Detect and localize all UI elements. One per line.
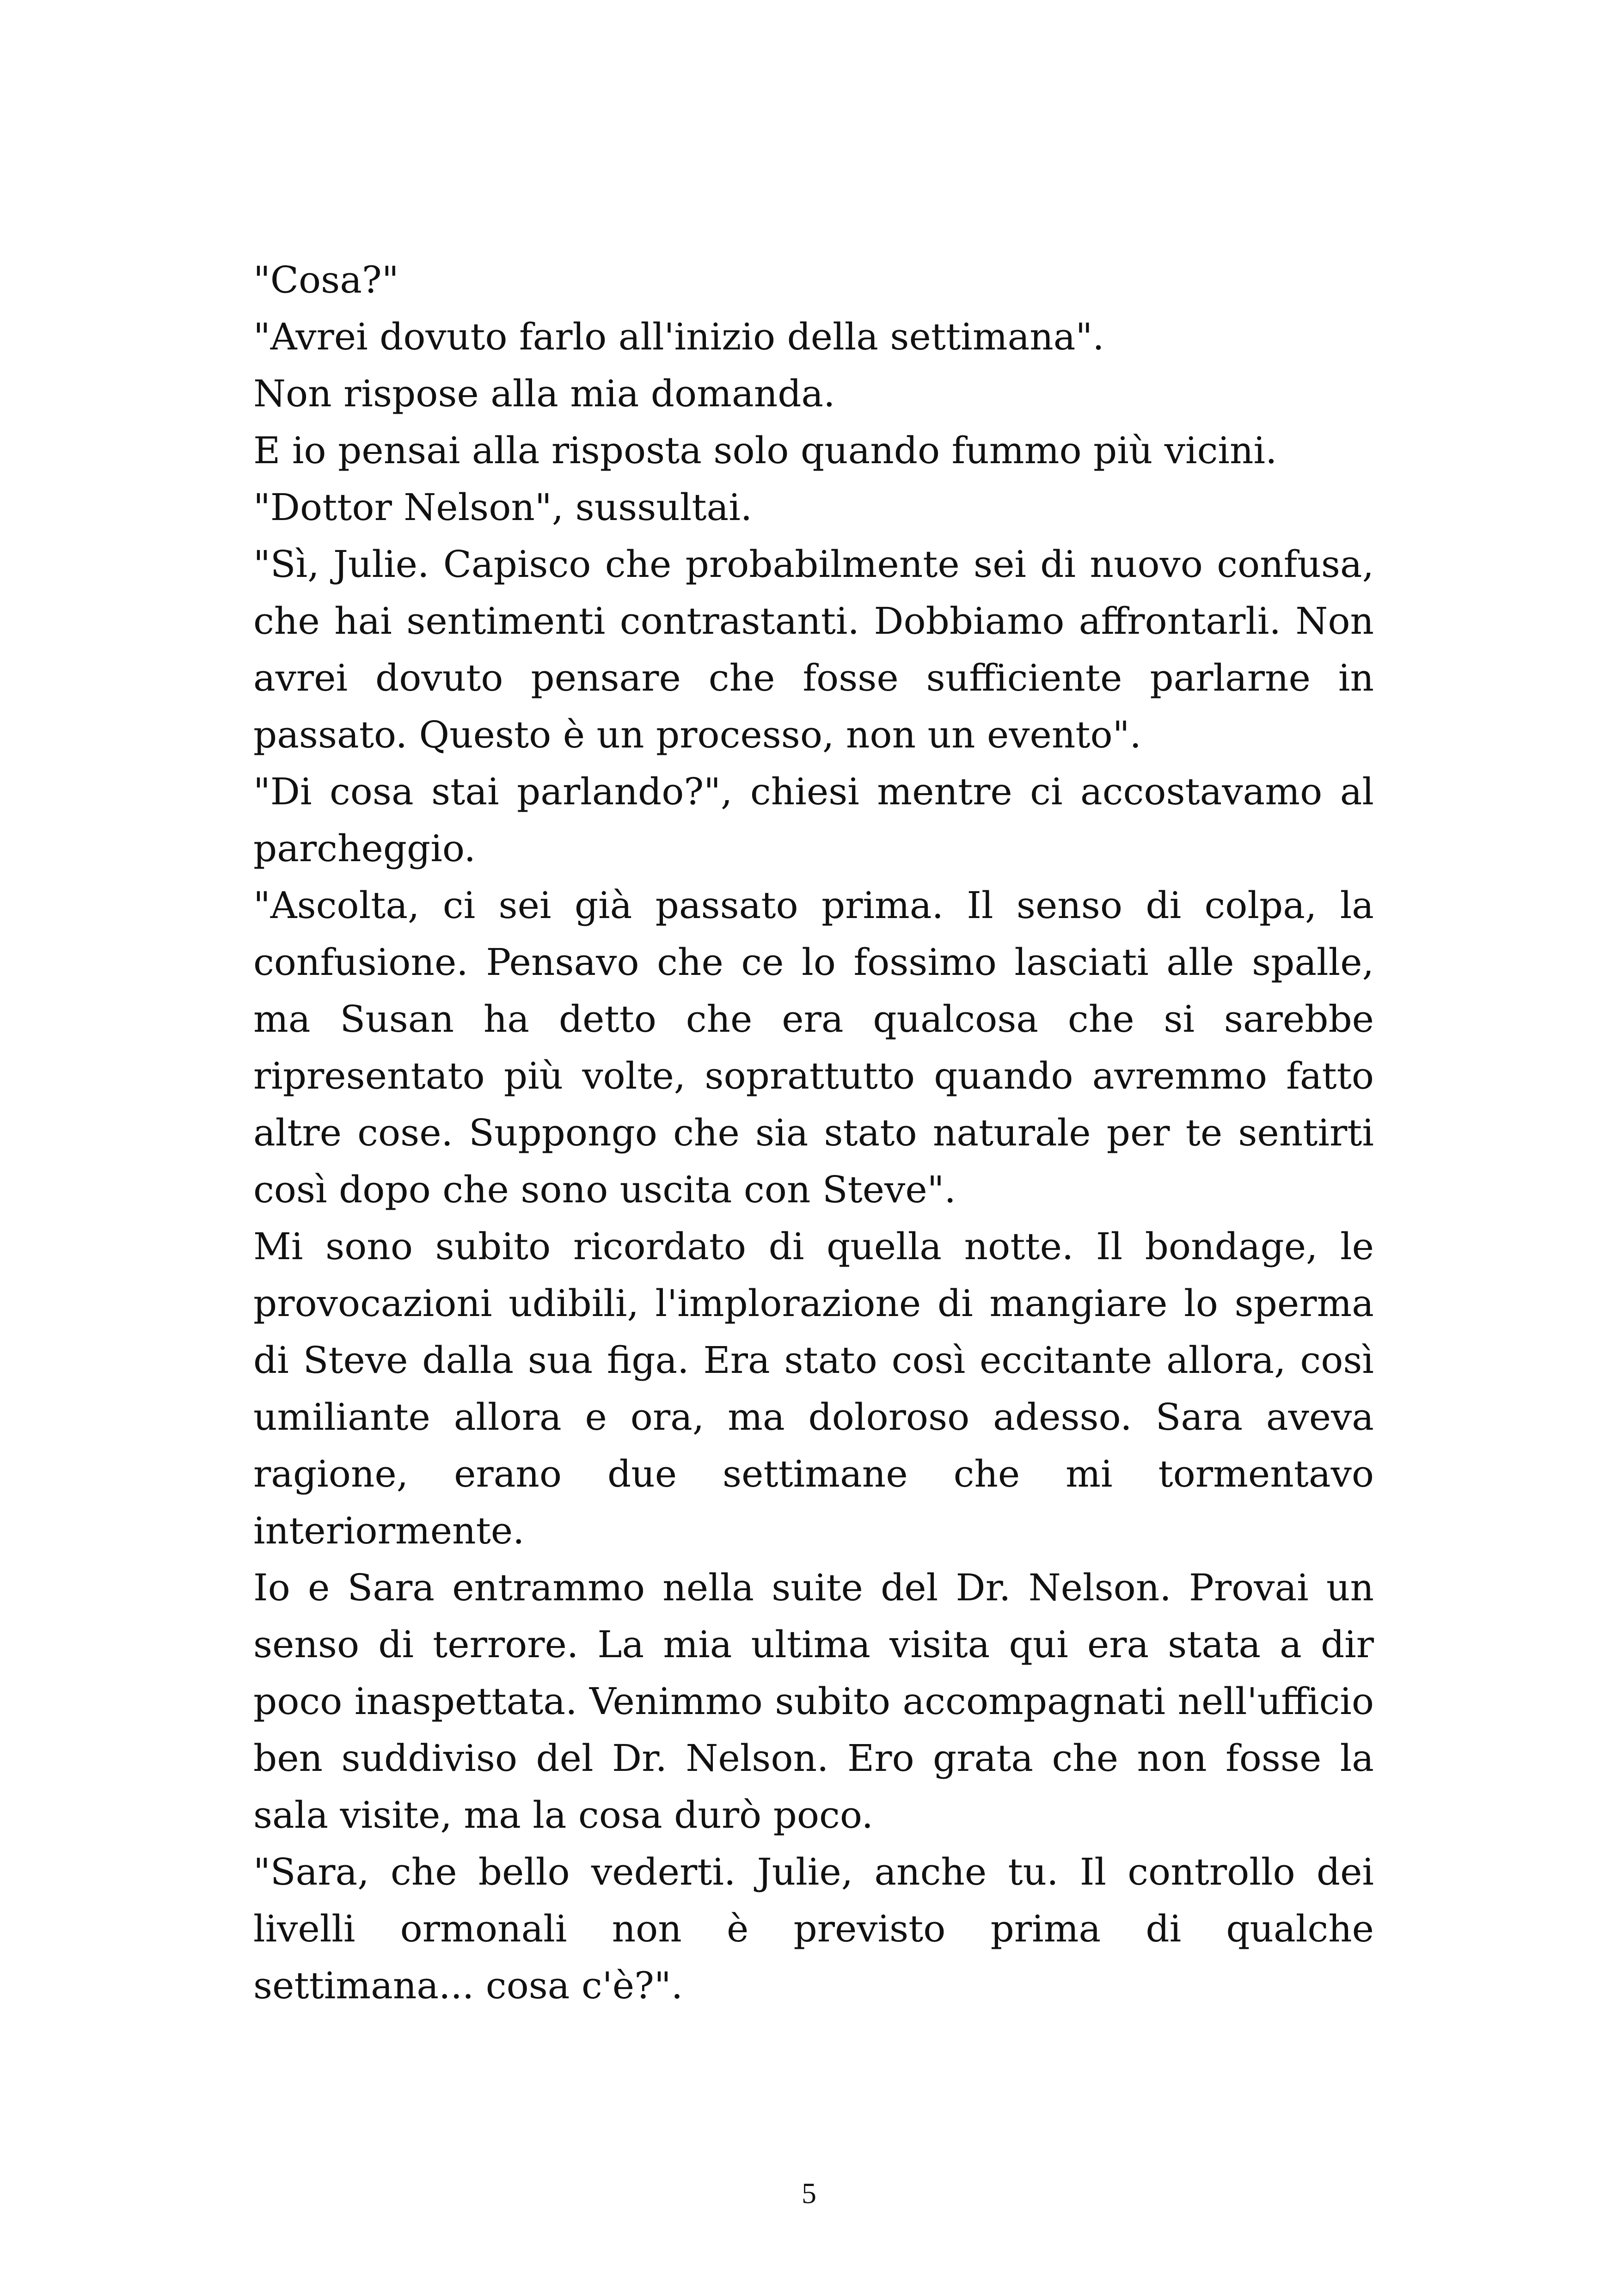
paragraph: E io pensai alla risposta solo quando fummo più vicini. bbox=[253, 429, 1277, 472]
page-number: 5 bbox=[802, 2177, 816, 2210]
paragraph: "Di cosa stai parlando?", chiesi mentre ci accostavamo al parcheggio. bbox=[253, 770, 1374, 870]
paragraph: "Sara, che bello vederti. Julie, anche tu. Il controllo dei livelli ormonali non è previsto prima di qualche settimana... cosa c'è?". bbox=[253, 1850, 1374, 2007]
body-text bbox=[253, 251, 1374, 2014]
paragraph: "Avrei dovuto farlo all'inizio della settimana". bbox=[253, 315, 1104, 358]
paragraph: "Sì, Julie. Capisco che probabilmente sei di nuovo confusa, che hai sentimenti contrastanti. Dobbiamo affrontarli. Non avrei dovuto pensare che fosse sufficiente parlarne in passato. Questo è un processo, non un evento". bbox=[253, 543, 1374, 756]
paragraph: "Ascolta, ci sei già passato prima. Il senso di colpa, la confusione. Pensavo che ce lo fossimo lasciati alle spalle, ma Susan ha detto che era qualcosa che si sarebbe ripresentato più volte, soprattutto quando avremmo fatto altre cose. Suppongo che sia stato naturale per te sentirti così dopo che sono uscita con Steve". bbox=[253, 884, 1374, 1211]
paragraph: Non rispose alla mia domanda. bbox=[253, 372, 835, 415]
paragraph: "Dottor Nelson", sussultai. bbox=[253, 486, 753, 529]
paragraph: Io e Sara entrammo nella suite del Dr. Nelson. Provai un senso di terrore. La mia ultima visita qui era stata a dir poco inaspettata. Venimmo subito accompagnati nell'ufficio ben suddiviso del Dr. Nelson. Ero grata che non fosse la sala visite, ma la cosa durò poco. bbox=[253, 1566, 1374, 1837]
paragraph: Mi sono subito ricordato di quella notte. Il bondage, le provocazioni udibili, l'implorazione di mangiare lo sperma di Steve dalla sua figa. Era stato così eccitante allora, così umiliante allora e ora, ma doloroso adesso. Sara aveva ragione, erano due settimane che mi tormentavo interiormente. bbox=[253, 1225, 1374, 1552]
paragraph: "Cosa?" bbox=[253, 258, 399, 301]
